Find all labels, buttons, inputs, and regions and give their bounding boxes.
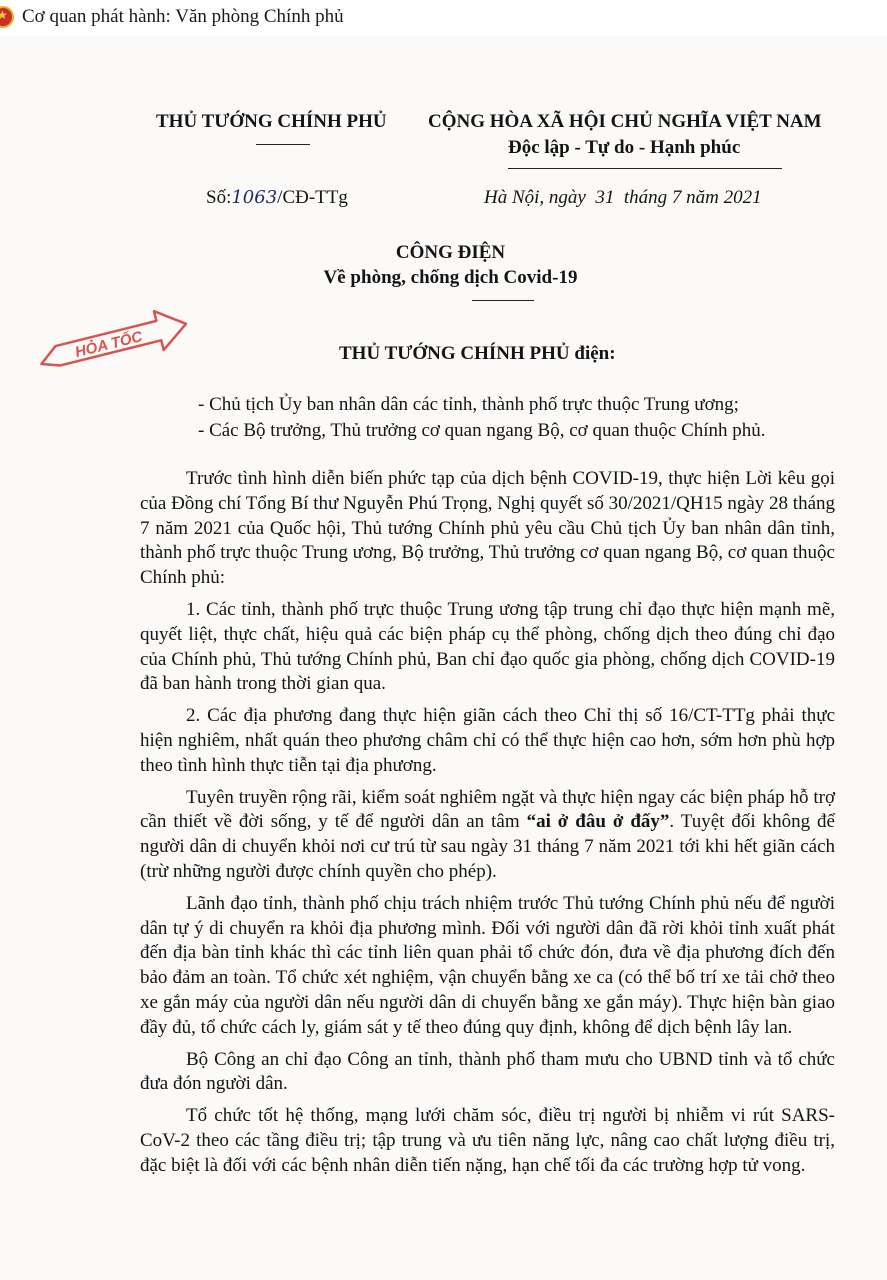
number-prefix: Số: [206, 187, 232, 208]
issuer-name: THỦ TƯỚNG CHÍNH PHỦ [156, 111, 387, 132]
number-handwritten: 1063 [231, 187, 278, 208]
addressee-heading: THỦ TƯỚNG CHÍNH PHỦ điện: [339, 343, 616, 364]
emphasized-slogan: “ai ở đâu ở đấy” [526, 811, 670, 833]
document-number [206, 187, 348, 209]
body-paragraph: Tổ chức tốt hệ thống, mạng lưới chăm sóc, điều trị người bị nhiễm vi rút SARS-CoV-2 theo các tầng điều trị; tập trung và ưu tiên năng lực, nâng cao chất lượng điều trị, đặc biệt là đối với các bệnh nhân diễn tiến nặng, hạn chế tối đa các trường hợp tử vong. [140, 1105, 835, 1176]
country-name: CỘNG HÒA XÃ HỘI CHỦ NGHĨA VIỆT NAM [428, 111, 822, 132]
document-type-title: CÔNG ĐIỆN [395, 242, 506, 263]
recipient-item: - Chủ tịch Ủy ban nhân dân các tỉnh, thành phố trực thuộc Trung ương; [198, 394, 739, 415]
title-underline [472, 300, 534, 301]
stamp-text: HỎA TỐC [73, 328, 145, 362]
place-date: Hà Nội, ngày 31 tháng 7 năm 2021 [484, 187, 762, 208]
document-subject: Về phòng, chống dịch Covid-19 [323, 267, 578, 288]
publisher-label: Cơ quan phát hành: Văn phòng Chính phủ [22, 6, 344, 27]
body-paragraph [140, 786, 835, 885]
national-emblem-icon [0, 6, 14, 28]
document-body [140, 467, 835, 1179]
body-paragraph: 2. Các địa phương đang thực hiện giãn cách theo Chỉ thị số 16/CT-TTg phải thực hiện nghiêm, nhất quán theo phương châm chỉ có thể thực hiện cao hơn, sớm hơn phù hợp theo tình hình thực tiễn tại địa phương. [140, 705, 835, 776]
number-suffix: /CĐ-TTg [277, 187, 348, 208]
urgent-stamp [28, 306, 198, 376]
paragraph-text: . Tuyệt đối không để người dân di chuyển khỏi nơi cư trú từ sau ngày 31 tháng 7 năm 2021 tới khi hết giãn cách (trừ những người được chính quyền cho phép). [140, 811, 835, 882]
body-paragraph: 1. Các tỉnh, thành phố trực thuộc Trung ương tập trung chỉ đạo thực hiện mạnh mẽ, quyết liệt, thực chất, hiệu quả các biện pháp cụ thể phòng, chống dịch theo đúng chỉ đạo của Chính phủ, Thủ tướng Chính phủ, Ban chỉ đạo quốc gia phòng, chống dịch COVID-19 đã ban hành trong thời gian qua. [140, 598, 835, 695]
recipient-list [198, 392, 766, 444]
body-paragraph: Lãnh đạo tỉnh, thành phố chịu trách nhiệm trước Thủ tướng Chính phủ nếu để người dân tự ý di chuyển ra khỏi địa phương mình. Đối với người dân đã rời khỏi tỉnh xuất phát đến địa bàn tỉnh khác thì các tỉnh liên quan phải tổ chức đón, đưa về địa phương đích đến bảo đảm an toàn. Tổ chức xét nghiệm, vận chuyển bằng xe ca (có thể bố trí xe tải chở theo xe gắn máy của người dân nếu người dân di chuyển bằng xe gắn máy). Thực hiện bàn giao đầy đủ, tổ chức cách ly, giám sát y tế theo đúng quy định, không để dịch bệnh lây lan. [140, 892, 835, 1038]
national-motto: Độc lập - Tự do - Hạnh phúc [508, 137, 741, 158]
body-paragraph: Bộ Công an chỉ đạo Công an tỉnh, thành phố tham mưu cho UBND tỉnh và tổ chức đưa đón người dân. [140, 1048, 835, 1095]
body-paragraph: Trước tình hình diễn biến phức tạp của dịch bệnh COVID-19, thực hiện Lời kêu gọi của Đồng chí Tổng Bí thư Nguyễn Phú Trọng, Nghị quyết số 30/2021/QH15 ngày 28 tháng 7 năm 2021 của Quốc hội, Thủ tướng Chính phủ yêu cầu Chủ tịch Ủy ban nhân dân tỉnh, thành phố trực thuộc Trung ương, Bộ trưởng, Thủ trưởng cơ quan ngang Bộ, cơ quan thuộc Chính phủ: [140, 468, 835, 589]
paragraph-text: Tuyên truyền rộng rãi, kiểm soát nghiêm ngặt và thực hiện ngay các biện pháp hỗ trợ cần thiết về đời sống, y tế để người dân an tâm [140, 786, 835, 833]
source-bar [0, 0, 887, 36]
issuer-underline [256, 144, 310, 145]
recipient-item: - Các Bộ trưởng, Thủ trưởng cơ quan ngang Bộ, cơ quan thuộc Chính phủ. [198, 420, 766, 441]
motto-underline [508, 168, 782, 169]
